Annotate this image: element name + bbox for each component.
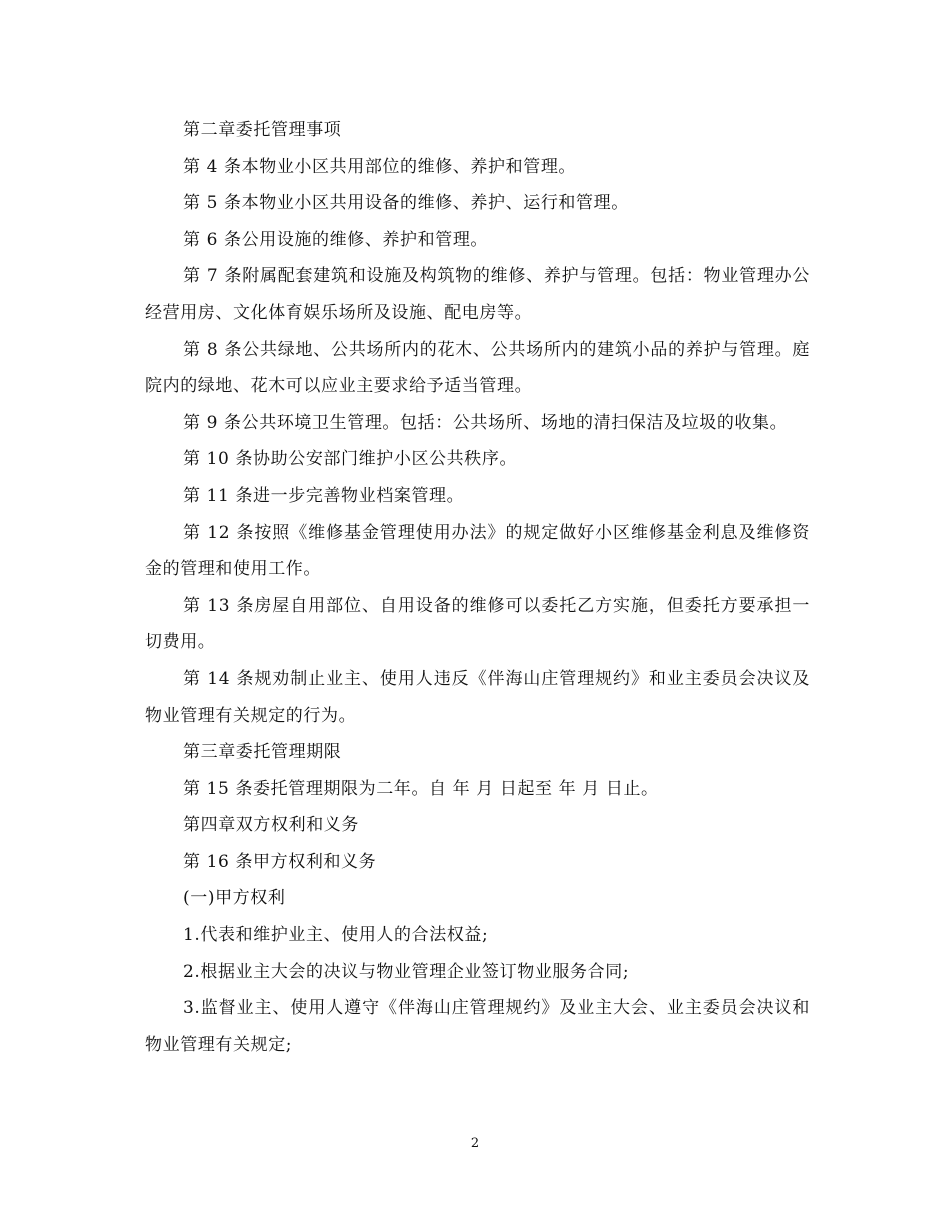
article-5: 第 5 条本物业小区共用设备的维修、养护、运行和管理。 <box>183 193 629 214</box>
document-body <box>145 112 810 1063</box>
article-12: 第 12 条按照《维修基金管理使用办法》的规定做好小区维修基金利息及维修资金的管理和使用工作。 <box>145 522 810 580</box>
rights-item-1: 1.代表和维护业主、使用人的合法权益; <box>183 925 489 946</box>
article-13: 第 13 条房屋自用部位、自用设备的维修可以委托乙方实施，但委托方要承担一切费用。 <box>145 595 810 653</box>
article-16: 第 16 条甲方权利和义务 <box>183 851 377 872</box>
article-8: 第 8 条公共绿地、公共场所内的花木、公共场所内的建筑小品的养护与管理。庭院内的绿地、花木可以应业主要求给予适当管理。 <box>145 339 810 397</box>
article-15: 第 15 条委托管理期限为二年。自 年 月 日起至 年 月 日止。 <box>183 778 659 799</box>
article-6: 第 6 条公用设施的维修、养护和管理。 <box>183 229 489 250</box>
article-9: 第 9 条公共环境卫生管理。包括：公共场所、场地的清扫保洁及垃圾的收集。 <box>183 412 788 433</box>
chapter-2-heading: 第二章委托管理事项 <box>183 120 342 140</box>
chapter-4-heading: 第四章双方权利和义务 <box>183 815 359 836</box>
chapter-3-heading: 第三章委托管理期限 <box>183 742 342 763</box>
page-number: 2 <box>470 1136 480 1151</box>
article-10: 第 10 条协助公安部门维护小区公共秩序。 <box>183 449 518 470</box>
rights-item-2: 2.根据业主大会的决议与物业管理企业签订物业服务合同; <box>183 961 630 982</box>
article-4: 第 4 条本物业小区共用部位的维修、养护和管理。 <box>183 156 577 177</box>
article-7: 第 7 条附属配套建筑和设施及构筑物的维修、养护与管理。包括：物业管理办公经营用房、文化体育娱乐场所及设施、配电房等。 <box>145 266 810 323</box>
party-a-rights-heading: (一)甲方权利 <box>183 888 286 909</box>
rights-item-3: 3.监督业主、使用人遵守《伴海山庄管理规约》及业主大会、业主委员会决议和物业管理有关规定; <box>145 998 810 1055</box>
article-14: 第 14 条规劝制止业主、使用人违反《伴海山庄管理规约》和业主委员会决议及物业管理有关规定的行为。 <box>145 668 810 726</box>
article-11: 第 11 条进一步完善物业档案管理。 <box>183 485 465 506</box>
